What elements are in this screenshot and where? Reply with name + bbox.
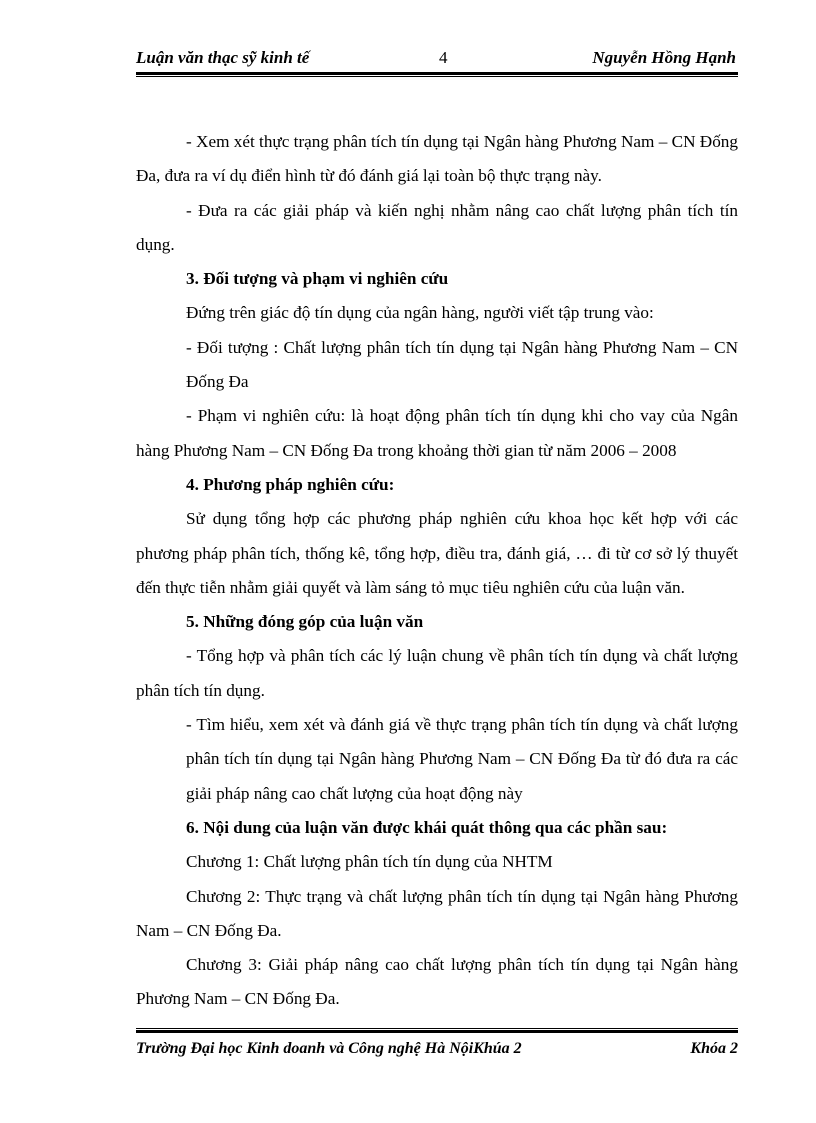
paragraph: Sử dụng tổng hợp các phương pháp nghiên cứu khoa học kết hợp với các phương pháp phân tích, thống kê, tổng hợp, điều tra, đánh giá, … đi từ cơ sở lý thuyết đến thực tiễn nhằm giải quyết và làm sáng tỏ mục tiêu nghiên cứu của luận văn.: [136, 509, 738, 597]
header-rule: [136, 72, 738, 77]
paragraph: Chương 1: Chất lượng phân tích tín dụng của NHTM: [186, 852, 553, 872]
header-author: Nguyễn Hồng Hạnh: [592, 48, 736, 67]
paragraph: - Tổng hợp và phân tích các lý luận chung về phân tích tín dụng và chất lượng phân tích tín dụng.: [136, 646, 738, 700]
paragraph: Chương 2: Thực trạng và chất lượng phân tích tín dụng tại Ngân hàng Phương Nam – CN Đống Đa.: [136, 886, 738, 940]
paragraph: Chương 3: Giải pháp nâng cao chất lượng phân tích tín dụng tại Ngân hàng Phương Nam – CN Đống Đa.: [136, 955, 738, 1009]
paragraph: - Tìm hiểu, xem xét và đánh giá về thực trạng phân tích tín dụng và chất lượng phân tích tín dụng tại Ngân hàng Phương Nam – CN Đống Đa từ đó đưa ra các giải pháp nâng cao chất lượng của hoạt động này: [186, 715, 738, 803]
header-thesis-title: Luận văn thạc sỹ kinh tế: [136, 48, 310, 67]
paragraph: Đứng trên giác độ tín dụng của ngân hàng, người viết tập trung vào:: [186, 303, 654, 323]
paragraph: - Đưa ra các giải pháp và kiến nghị nhằm nâng cao chất lượng phân tích tín dụng.: [136, 200, 738, 254]
paragraph: - Phạm vi nghiên cứu: là hoạt động phân tích tín dụng khi cho vay của Ngân hàng Phương Nam – CN Đống Đa trong khoảng thời gian từ năm 2006 – 2008: [136, 406, 738, 460]
section-heading: 3. Đối tượng và phạm vi nghiên cứu: [186, 269, 449, 289]
footer-course: Khóa 2: [690, 1040, 738, 1057]
page-header: [136, 48, 736, 72]
section-heading: 4. Phương pháp nghiên cứu:: [186, 474, 395, 494]
paragraph: - Đối tượng : Chất lượng phân tích tín dụng tại Ngân hàng Phương Nam – CN Đống Đa: [186, 337, 738, 392]
section-heading: 6. Nội dung của luận văn được khái quát thông qua các phần sau:: [186, 817, 668, 837]
footer-rule: [136, 1028, 738, 1033]
paragraph: - Xem xét thực trạng phân tích tín dụng tại Ngân hàng Phương Nam – CN Đống Đa, đưa ra ví dụ điển hình từ đó đánh giá lại toàn bộ thực trạng này.: [136, 132, 738, 186]
section-heading: 5. Những đóng góp của luận văn: [186, 612, 424, 632]
document-body: [136, 125, 738, 1017]
footer-university: Trường Đại học Kinh doanh và Công nghệ Hà NộiKhúa 2: [136, 1040, 522, 1057]
page-number: 4: [439, 48, 448, 67]
